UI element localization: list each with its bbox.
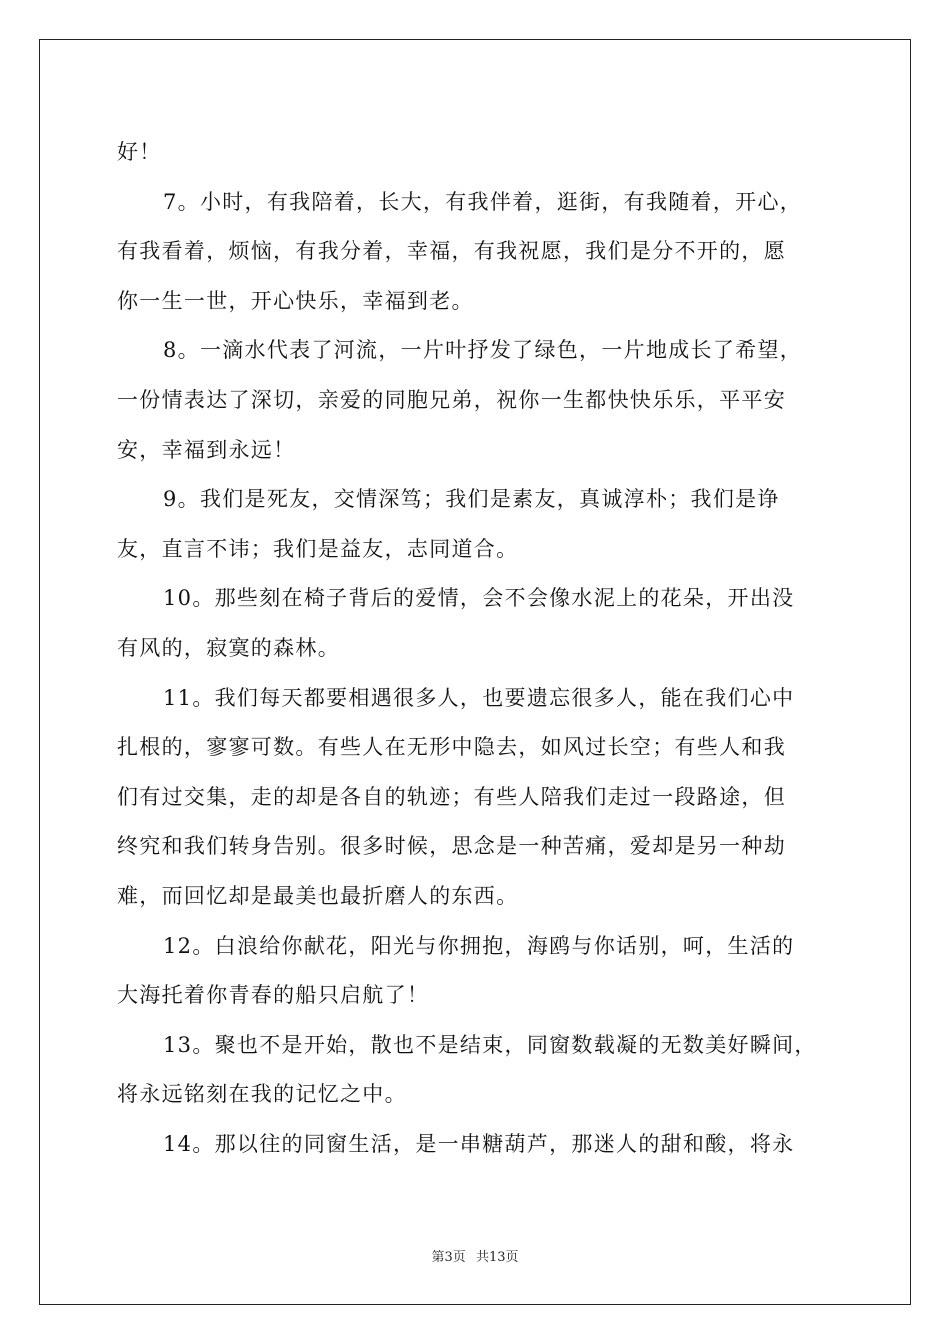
document-body — [117, 128, 837, 1169]
page-footer — [0, 1246, 950, 1265]
text-line: 11。我们每天都要相遇很多人，也要遗忘很多人，能在我们心中 — [163, 685, 795, 710]
text-line: 扎根的，寥寥可数。有些人在无形中隐去，如风过长空；有些人和我 — [117, 735, 786, 760]
text-line: 8。一滴水代表了河流，一片叶抒发了绿色，一片地成长了希望， — [163, 338, 803, 363]
text-line: 9。我们是死友，交情深笃；我们是素友，真诚淳朴；我们是诤 — [163, 487, 780, 512]
text-line: 13。聚也不是开始，散也不是结束，同窗数载凝的无数美好瞬间， — [163, 1032, 817, 1057]
text-line: 好！ — [117, 140, 162, 164]
text-line: 7。小时，有我陪着，长大，有我伴着，逛街，有我随着，开心， — [163, 189, 803, 214]
text-line: 有风的，寂寞的森林。 — [117, 635, 340, 660]
text-line: 有我看着，烦恼，有我分着，幸福，有我祝愿，我们是分不开的，愿 — [117, 239, 786, 264]
text-line: 14。那以往的同窗生活，是一串糖葫芦，那迷人的甜和酸，将永 — [163, 1131, 795, 1156]
text-line: 友，直言不讳；我们是益友，志同道合。 — [117, 536, 519, 561]
text-line: 你一生一世，开心快乐，幸福到老。 — [117, 288, 474, 313]
text-line: 安，幸福到永远！ — [117, 437, 296, 462]
page-number: 第3页 — [431, 1250, 466, 1265]
text-line: 一份情表达了深切，亲爱的同胞兄弟，祝你一生都快快乐乐，平平安 — [117, 387, 786, 412]
text-line: 大海托着你青春的船只启航了！ — [117, 983, 430, 1008]
text-line: 们有过交集，走的却是各自的轨迹；有些人陪我们走过一段路途，但 — [117, 784, 786, 809]
page-total: 共13页 — [475, 1250, 519, 1265]
text-line: 将永远铭刻在我的记忆之中。 — [117, 1082, 407, 1107]
text-line: 终究和我们转身告别。很多时候，思念是一种苦痛，爱却是另一种劫 — [117, 834, 786, 859]
text-line: 12。白浪给你献花，阳光与你拥抱，海鸥与你话别，呵，生活的 — [163, 933, 795, 958]
text-line: 10。那些刻在椅子背后的爱情，会不会像水泥上的花朵，开出没 — [163, 586, 795, 611]
text-line: 难，而回忆却是最美也最折磨人的东西。 — [117, 883, 519, 908]
